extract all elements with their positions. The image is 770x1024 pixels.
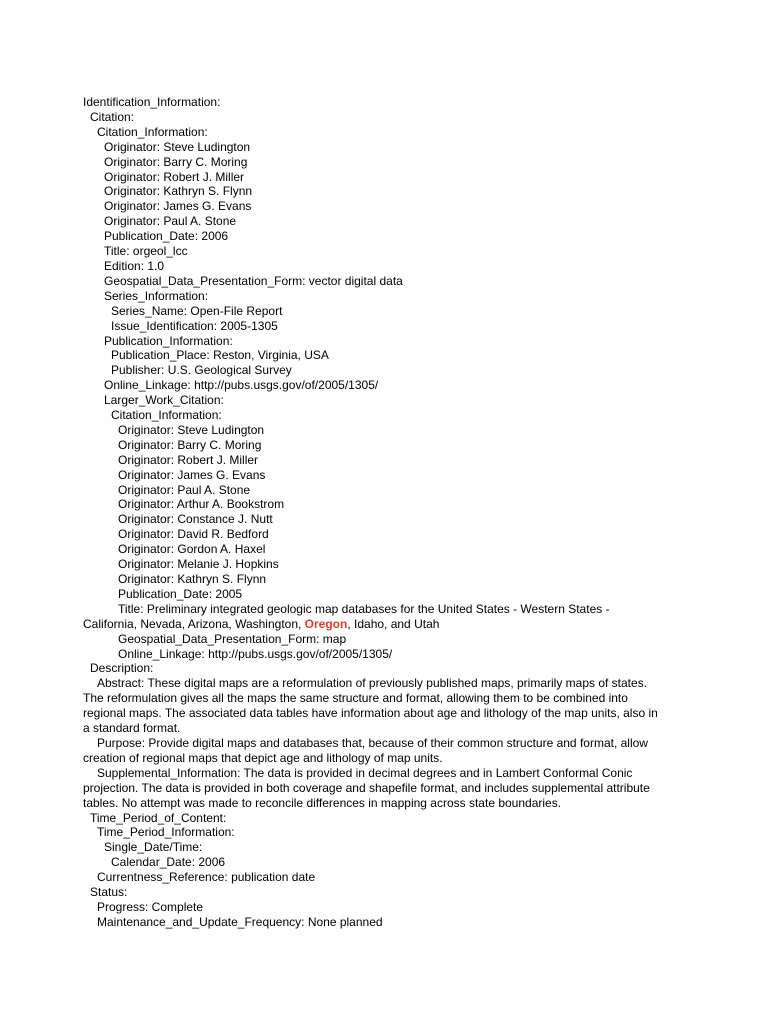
time-period-of-content-heading: Time_Period_of_Content: — [90, 810, 227, 825]
citation-heading: Citation: — [90, 109, 135, 124]
abstract-line: Abstract: These digital maps are a reformulation of previously published maps, primarily maps of states. — [97, 676, 648, 691]
abstract-line: regional maps. The associated data tables have information about age and lithology of the map units, also in — [83, 706, 658, 721]
lw-presentation-form: Geospatial_Data_Presentation_Form: map — [118, 631, 347, 646]
identification-information-heading: Identification_Information: — [83, 95, 221, 109]
lw-originator: Originator: Barry C. Moring — [118, 437, 262, 452]
lw-originator: Originator: Paul A. Stone — [118, 482, 251, 497]
lw-publication-date: Publication_Date: 2005 — [118, 586, 243, 601]
lw-title-text: California, Nevada, Arizona, Washington, — [83, 616, 305, 631]
lw-citation-information-heading: Citation_Information: — [111, 408, 222, 423]
time-period-information-heading: Time_Period_Information: — [97, 825, 235, 840]
lw-online-linkage: Online_Linkage: http://pubs.usgs.gov/of/2005/1305/ — [118, 646, 393, 661]
online-linkage: Online_Linkage: http://pubs.usgs.gov/of/2005/1305/ — [104, 378, 379, 393]
supplemental-information-line: projection. The data is provided in both coverage and shapefile format, and includes supplemental attribute — [83, 780, 650, 795]
lw-originator: Originator: Robert J. Miller — [118, 452, 259, 467]
originator: Originator: Robert J. Miller — [104, 169, 245, 184]
lw-title-line-1: Title: Preliminary integrated geologic map databases for the United States - Western States - — [118, 601, 610, 616]
larger-work-citation-heading: Larger_Work_Citation: — [104, 393, 224, 408]
lw-originator: Originator: Melanie J. Hopkins — [118, 557, 279, 572]
supplemental-information-line: Supplemental_Information: The data is provided in decimal degrees and in Lambert Conformal Conic — [97, 765, 633, 780]
originator: Originator: Paul A. Stone — [104, 214, 237, 229]
lw-originator: Originator: Gordon A. Haxel — [118, 542, 266, 557]
lw-originator: Originator: Arthur A. Bookstrom — [118, 497, 285, 512]
presentation-form: Geospatial_Data_Presentation_Form: vector digital data — [104, 273, 403, 288]
lw-originator: Originator: David R. Bedford — [118, 527, 269, 542]
originator: Originator: Steve Ludington — [104, 139, 251, 154]
publication-place: Publication_Place: Reston, Virginia, USA — [111, 348, 329, 363]
originator: Originator: James G. Evans — [104, 199, 252, 214]
lw-originator: Originator: Constance J. Nutt — [118, 512, 273, 527]
abstract-line: The reformulation gives all the maps the same structure and format, allowing them to be combined into — [83, 691, 628, 706]
single-date-time-heading: Single_Date/Time: — [104, 840, 203, 855]
supplemental-information-line: tables. No attempt was made to reconcile differences in mapping across state boundaries. — [83, 795, 562, 810]
lw-originator: Originator: James G. Evans — [118, 467, 266, 482]
publication-information-heading: Publication_Information: — [104, 333, 233, 348]
abstract-line: a standard format. — [83, 721, 181, 736]
purpose-line: creation of regional maps that depict age and lithology of map units. — [83, 750, 443, 765]
series-information-heading: Series_Information: — [104, 288, 209, 303]
publisher: Publisher: U.S. Geological Survey — [111, 363, 292, 378]
purpose-line: Purpose: Provide digital maps and databases that, because of their common structure and format, allow — [97, 735, 648, 750]
lw-title-text: , Idaho, and Utah — [347, 616, 440, 631]
lw-originator: Originator: Kathryn S. Flynn — [118, 572, 267, 586]
lw-originator: Originator: Steve Ludington — [118, 422, 265, 437]
highlighted-search-term: Oregon — [304, 616, 348, 631]
series-name: Series_Name: Open-File Report — [111, 303, 283, 318]
calendar-date: Calendar_Date: 2006 — [111, 855, 226, 870]
currentness-reference: Currentness_Reference: publication date — [97, 870, 316, 885]
progress: Progress: Complete — [97, 899, 204, 914]
originator: Originator: Barry C. Moring — [104, 154, 248, 169]
title: Title: orgeol_lcc — [104, 244, 188, 259]
metadata-document — [83, 95, 688, 930]
citation-information-heading: Citation_Information: — [97, 124, 208, 139]
originator: Originator: Kathryn S. Flynn — [104, 184, 253, 199]
issue-identification: Issue_Identification: 2005-1305 — [111, 318, 278, 333]
maintenance-frequency: Maintenance_and_Update_Frequency: None planned — [97, 914, 383, 929]
status-heading: Status: — [90, 885, 128, 900]
description-heading: Description: — [90, 661, 154, 676]
publication-date: Publication_Date: 2006 — [104, 229, 229, 244]
lw-title-line-2 — [83, 617, 688, 632]
edition: Edition: 1.0 — [104, 258, 165, 273]
